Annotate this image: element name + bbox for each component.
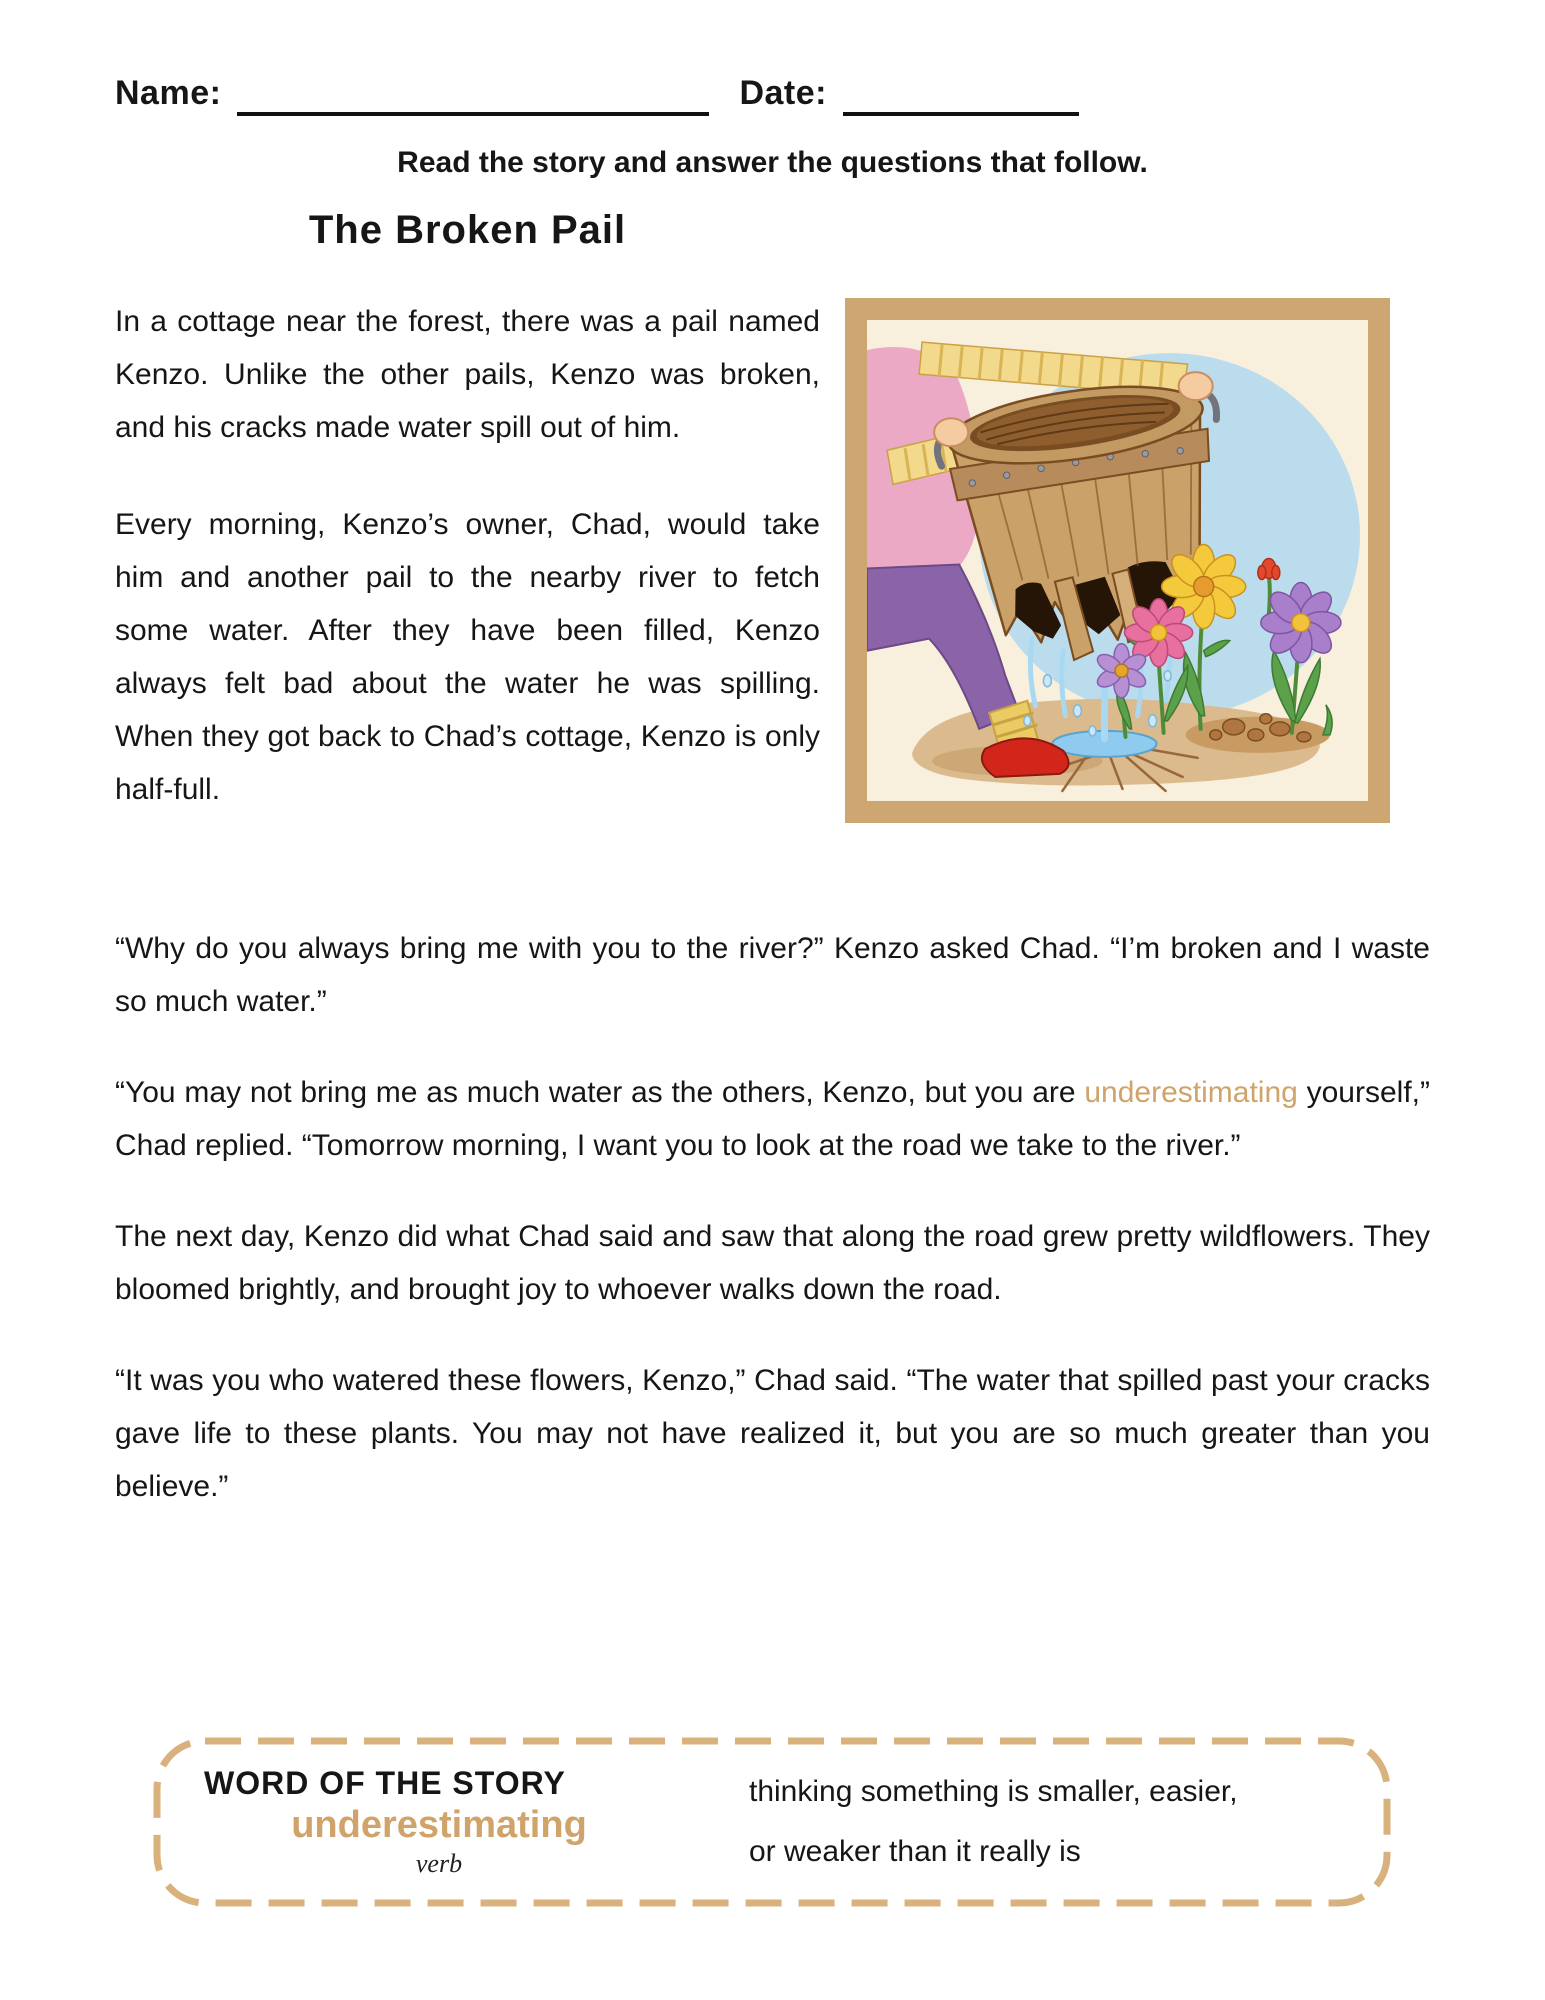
header-row (115, 76, 1430, 116)
word-box-definition (674, 1762, 1392, 1882)
word-box-definition-line2: or weaker than it really is (749, 1835, 1081, 1868)
story-title: The Broken Pail (308, 208, 627, 252)
name-input-line[interactable] (237, 78, 709, 116)
date-field (739, 76, 1079, 116)
story-illustration (845, 298, 1390, 823)
date-input-line[interactable] (843, 78, 1079, 116)
word-box-word: underestimating (291, 1804, 587, 1846)
story-paragraph-5: The next day, Kenzo did what Chad said and saw that along the road grew pretty wildflowers. They bloomed brightly, and brought joy to whoever walks down the road. (115, 1220, 1430, 1306)
name-field (115, 76, 709, 116)
story-paragraph-6: “It was you who watered these flowers, Kenzo,” Chad said. “The water that spilled past your cracks gave life to these plants. You may not have realized it, but you are so much greater than you believe.” (115, 1364, 1430, 1503)
paragraph-4-after: yourself,” Chad replied. “Tomorrow morning, I want you to look at the road we take to the river.” (115, 1076, 1430, 1162)
vocabulary-word-inline: underestimating (1084, 1076, 1298, 1109)
word-box-definition-line1: thinking something is smaller, easier, (749, 1775, 1238, 1808)
story-paragraph-3: “Why do you always bring me with you to the river?” Kenzo asked Chad. “I’m broken and I waste so much water.” (115, 932, 1430, 1018)
story-left-column (115, 208, 820, 860)
purple-flower-large (1261, 583, 1341, 663)
illustration-svg (867, 320, 1368, 801)
word-box-part-of-speech: verb (415, 1849, 463, 1878)
story-section (115, 208, 1430, 860)
word-of-the-story-box (152, 1736, 1392, 1908)
word-box-heading: WORD OF THE STORY (204, 1765, 566, 1801)
story-paragraph-2: Every morning, Kenzo’s owner, Chad, would take him and another pail to the nearby river to fetch some water. After they have been filled, Kenzo always felt bad about the water he was spilling. When they got back to Chad’s cottage, Kenzo is only half-full. (115, 508, 820, 806)
story-paragraph-4 (115, 1066, 1430, 1172)
story-full-width-paragraphs (115, 922, 1430, 1551)
hand-left (934, 418, 968, 446)
word-box-left (152, 1765, 674, 1879)
hand-right (1179, 372, 1213, 400)
instruction-text: Read the story and answer the questions that follow. (397, 146, 1148, 179)
paragraph-4-before: “You may not bring me as much water as the others, Kenzo, but you are (115, 1076, 1085, 1109)
date-label: Date: (739, 74, 827, 112)
name-label: Name: (115, 74, 222, 112)
story-paragraph-1: In a cottage near the forest, there was a pail named Kenzo. Unlike the other pails, Kenzo was broken, and his cracks made water spill out of him. (115, 305, 820, 444)
